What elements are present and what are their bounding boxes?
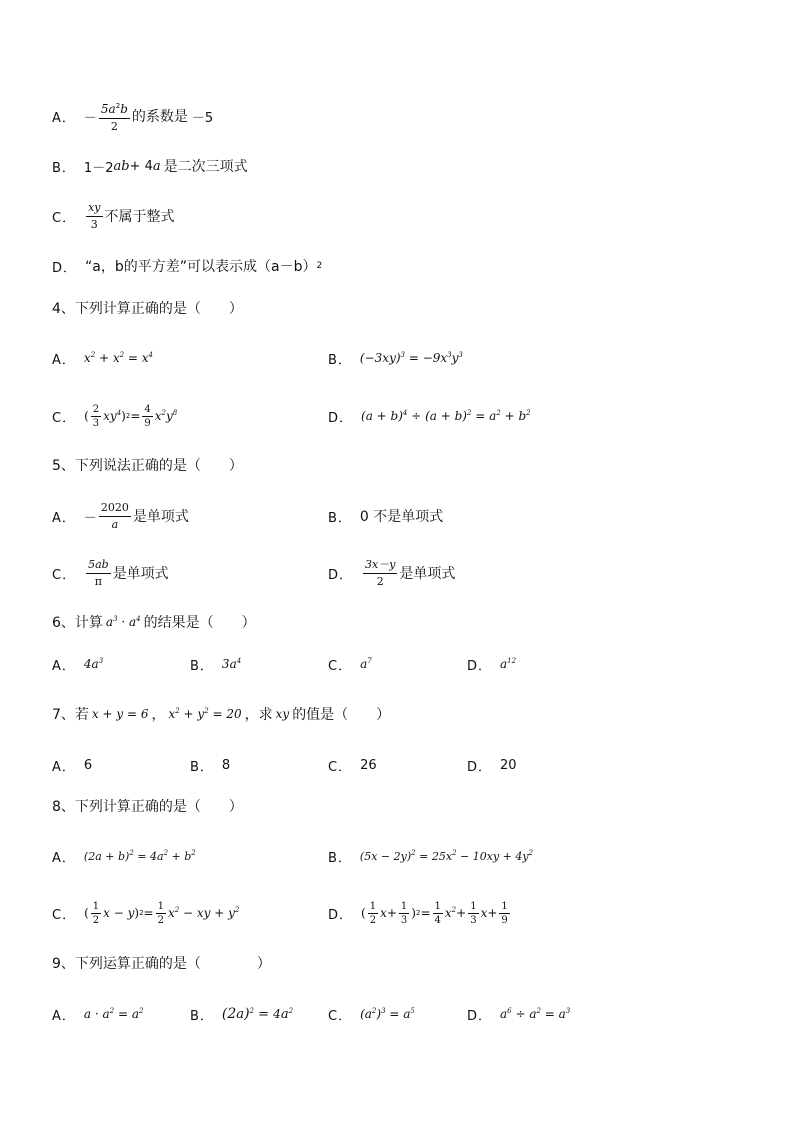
option-label: A． — [52, 658, 76, 674]
q4-option-a[interactable] — [52, 338, 153, 378]
fraction: $\frac{5a^2b}{2}$ — [99, 99, 130, 134]
option-label: A． — [52, 110, 76, 126]
q6-option-d[interactable]: D． $a^{12}$ — [467, 644, 516, 684]
q5-option-c[interactable] — [52, 553, 169, 593]
math-expression: $(2a + b)^2 = 4a^2 + b^2$ — [83, 849, 196, 863]
option-label: B． — [328, 352, 352, 368]
option-label: B． — [328, 510, 352, 526]
math-expression: $(a + b)^4 \div (a + b)^2 = a^2 + b^2$ — [361, 409, 531, 423]
q6-option-c[interactable]: C． $a^7$ — [328, 644, 372, 684]
option-label: D． — [52, 260, 78, 276]
option-label: B． — [190, 1008, 214, 1024]
option-label: B． — [190, 759, 214, 775]
option-label: D． — [467, 759, 493, 775]
question-4-title: 4、下列计算正确的是（ ） — [52, 301, 243, 317]
q6-option-b[interactable]: B． $3a^4$ — [190, 644, 241, 684]
math-expression: $a^3 \cdot a^4$ — [105, 615, 141, 629]
q7-row — [52, 745, 752, 785]
option-label: D． — [467, 658, 493, 674]
fraction: $\frac{2020}{a}$ — [100, 500, 129, 531]
q8-row-1 — [52, 836, 752, 876]
math-expression: $(5x - 2y)^2 = 25x^2 - 10xy + 4y^2$ — [359, 849, 534, 863]
fraction: $\frac{4}{9}$ — [144, 403, 151, 429]
math-expression: $(-3xy)^3 = -9x^3y^3$ — [359, 351, 463, 365]
q5-option-b[interactable] — [328, 496, 443, 536]
fraction: $\frac{1}{4}$ — [434, 900, 441, 926]
q8-option-d[interactable]: D． ( $\frac{1}{2}$ x + $\frac{1}{3}$ ) 2 = $\frac{1}{4}$ $x^2$ + $\frac{1}{3}$ x + $\frac{1}{9}$ — [328, 900, 508, 926]
option-label: A． — [52, 759, 76, 775]
fraction: $\frac{3x-y}{2}$ — [365, 557, 396, 588]
option-label: D． — [328, 567, 354, 583]
option-text: 0 不是单项式 — [359, 509, 444, 525]
q5-option-d[interactable] — [328, 553, 455, 593]
option-label: C． — [52, 907, 77, 923]
option-text: 是单项式 — [132, 509, 189, 525]
fraction: $\frac{2}{3}$ — [92, 403, 100, 429]
option-value: －5 — [191, 110, 214, 126]
fraction: $\frac{1}{2}$ — [157, 900, 164, 926]
math-expression: x + y = 6 — [91, 707, 149, 721]
q9-option-c[interactable]: C． $(a^2)^3 = a^5$ — [328, 994, 415, 1034]
option-text: 的系数是 — [131, 109, 188, 125]
option-label: B． — [52, 160, 76, 176]
option-label: D． — [328, 410, 354, 426]
fraction: $\frac{1}{2}$ — [369, 900, 377, 926]
option-label: D． — [467, 1008, 493, 1024]
q3-option-d[interactable]: D． “a，b的平方差”可以表示成（a－b） 2 — [52, 246, 322, 286]
q3-option-a[interactable] — [52, 96, 213, 136]
question-7-title: 7、若 x + y = 6 ， $x^2 + y^2 = 20$ ，求 xy 的值是（ ） — [52, 707, 391, 723]
fraction: $\frac{1}{9}$ — [501, 900, 508, 926]
math-expression: $x^2 + x^2 = x^4$ — [83, 351, 153, 365]
option-label: B． — [328, 850, 352, 866]
q5-option-a[interactable]: A． － $\frac{2020}{a}$ 是单项式 — [52, 500, 189, 531]
question-8-title: 8、下列计算正确的是（ ） — [52, 799, 243, 815]
option-label: C． — [52, 210, 77, 226]
option-label: A． — [52, 850, 76, 866]
option-label: B． — [190, 658, 214, 674]
option-label: C． — [52, 410, 77, 426]
option-label: A． — [52, 352, 76, 368]
fraction: $\frac{1}{3}$ — [470, 900, 477, 926]
option-text: 是二次三项式 — [163, 159, 248, 175]
q9-option-b[interactable]: B． $(2a)^2 = 4a^2$ — [190, 1006, 294, 1024]
q4-row-2 — [52, 396, 752, 436]
option-label: C． — [328, 658, 353, 674]
option-label: C． — [52, 567, 77, 583]
q8-option-c[interactable]: C． ( $\frac{1}{2}$ x − y ) 2 = $\frac{1}{2}$ $x^2$ − xy + $y^2$ — [52, 900, 240, 926]
q7-option-a[interactable]: A． 6 — [52, 757, 93, 775]
option-label: D． — [328, 907, 354, 923]
minus-sign: － — [83, 110, 97, 126]
q7-option-b[interactable]: B． 8 — [190, 757, 231, 775]
q3-option-b[interactable]: B． 1－2 ab + 4 a 是二次三项式 — [52, 146, 248, 186]
question-6-title: 6、计算 $a^3 \cdot a^4$ 的结果是（ ） — [52, 615, 256, 631]
question-5-title: 5、下列说法正确的是（ ） — [52, 458, 243, 474]
q8-row-2 — [52, 893, 752, 933]
q3-option-c[interactable] — [52, 196, 175, 236]
question-9-title: 9、下列运算正确的是（ ） — [52, 956, 271, 972]
fraction: $\frac{1}{3}$ — [400, 900, 408, 926]
math-expression: xy — [275, 707, 290, 721]
q5-row-2 — [52, 553, 752, 593]
fraction: $\frac{xy}{3}$ — [88, 200, 101, 231]
option-text: 不属于整式 — [104, 209, 175, 225]
option-label: A． — [52, 510, 76, 526]
q8-option-a[interactable] — [52, 836, 196, 876]
q7-option-d[interactable]: D． 20 — [467, 757, 517, 775]
option-label: C． — [328, 1008, 353, 1024]
fraction: $\frac{5ab}{\pi}$ — [88, 557, 109, 588]
q5-row-1 — [52, 496, 752, 536]
q7-option-c[interactable]: C． 26 — [328, 757, 377, 775]
fraction: $\frac{1}{2}$ — [92, 900, 100, 926]
option-label: A． — [52, 1008, 76, 1024]
q4-option-b[interactable] — [328, 338, 463, 378]
q9-option-a[interactable]: A． $a \cdot a^2 = a^2$ — [52, 994, 143, 1034]
q9-row — [52, 994, 752, 1034]
q4-row-1 — [52, 338, 752, 378]
option-text: 是单项式 — [399, 566, 456, 582]
q4-option-c[interactable]: C． ( $\frac{2}{3}$ $xy^4$ ) 2 = $\frac{4}{9}$ $x^2y^8$ — [52, 403, 178, 429]
option-label: C． — [328, 759, 353, 775]
q4-option-d[interactable] — [328, 396, 531, 436]
option-text: 是单项式 — [112, 566, 169, 582]
q6-row — [52, 644, 752, 684]
q6-option-a[interactable]: A． $4a^3$ — [52, 644, 103, 684]
q9-option-d[interactable]: D． $a^6 \div a^2 = a^3$ — [467, 994, 570, 1034]
math-expression: $x^2 + y^2 = 20$ — [168, 707, 242, 721]
q8-option-b[interactable] — [328, 836, 533, 876]
option-text: “a，b的平方差”可以表示成（a－b） — [85, 259, 317, 275]
